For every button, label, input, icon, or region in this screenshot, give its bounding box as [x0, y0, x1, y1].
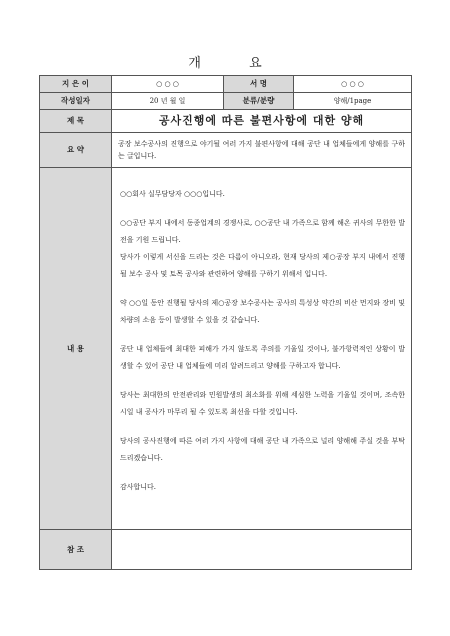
date-value[interactable]: 20 년 월 일	[112, 93, 224, 110]
content-paragraph: 당사의 공사진행에 따른 여러 가지 사항에 대해 공단 내 가족으로 널리 양해해 주실 것을 부탁드리겠습니다.	[120, 437, 405, 462]
reference-label: 참 조	[40, 530, 112, 570]
reference-row	[40, 530, 412, 570]
form-table	[39, 75, 412, 570]
document-title: 개 요	[188, 56, 284, 71]
summary-row	[40, 133, 412, 168]
subject-label: 제 목	[40, 110, 112, 133]
signature-label: 서 명	[224, 76, 294, 93]
writer-label: 지 은 이	[40, 76, 112, 93]
summary-value[interactable]: 공장 보수공사의 진행으로 야기될 여러 가지 불편사항에 대해 공단 내 업체들에게 양해를 구하는 글입니다.	[112, 133, 412, 168]
content-label: 내 용	[40, 168, 112, 530]
date-row	[40, 93, 412, 110]
summary-label: 요 약	[40, 133, 112, 168]
category-label: 분류/분량	[224, 93, 294, 110]
content-paragraph: ○○공단 부지 내에서 동종업계의 경쟁사로, ○○공단 내 가족으로 함께 해온 귀사의 무한한 발전을 기원 드립니다.	[120, 219, 405, 244]
content-paragraph: 약 ○○일 동안 진행될 당사의 제○공장 보수공사는 공사의 특성상 약간의 비산 먼지와 장비 및 차량의 소음 등이 발생할 수 있을 것 같습니다.	[120, 299, 405, 324]
content-paragraph: 공단 내 업체들에 최대한 피해가 가지 않도록 주의를 기울일 것이나, 불가항력적인 상황이 발생할 수 있어 공단 내 업체들에 미리 알려드리고 양해를 구하고자 합니다.	[120, 345, 405, 370]
signature-value[interactable]: ○ ○ ○	[294, 76, 412, 93]
category-value[interactable]: 양해/1page	[294, 93, 412, 110]
subject-row	[40, 110, 412, 133]
content-paragraph: 감사합니다.	[120, 483, 157, 491]
reference-value[interactable]	[112, 530, 412, 570]
subject-value[interactable]: 공사진행에 따른 불편사항에 대한 양해	[112, 110, 412, 133]
content-paragraph: ○○회사 실무담당자 ○○○입니다.	[120, 190, 225, 198]
content-paragraph: 당사가 이렇게 서신을 드리는 것은 다름이 아니오라, 현재 당사의 제○공장 부지 내에서 진행될 보수 공사 및 토목 공사와 관련하여 양해를 구하기 위해서 입니다.	[120, 253, 405, 278]
writer-value[interactable]: ○ ○ ○	[112, 76, 224, 93]
content-body[interactable]	[112, 168, 412, 530]
summary-form	[39, 75, 411, 577]
writer-row	[40, 76, 412, 93]
content-row	[40, 168, 412, 530]
content-paragraph: 당사는 최대한의 안전관리와 민원발생의 최소화를 위해 세심한 노력을 기울일 것이며, 조속한 시일 내 공사가 마무리 될 수 있도록 최선을 다할 것입니다.	[120, 391, 405, 416]
date-label: 작성일자	[40, 93, 112, 110]
